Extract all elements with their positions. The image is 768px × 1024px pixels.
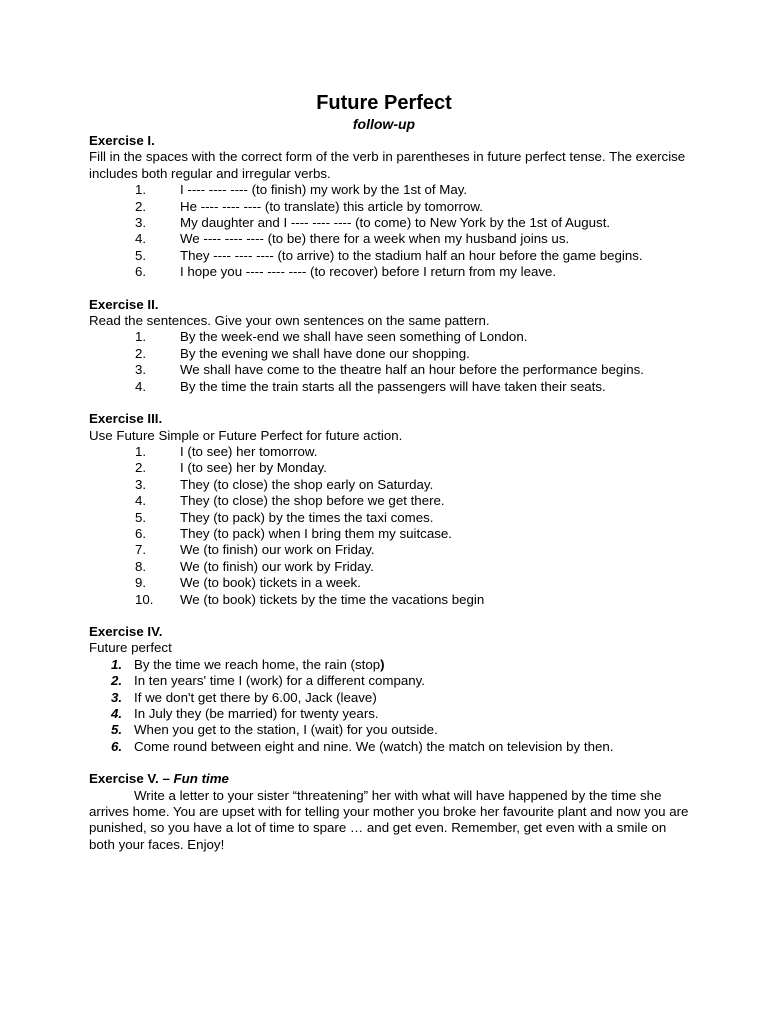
list-item: [89, 264, 689, 280]
item-number: 1.: [135, 329, 147, 345]
item-text: We shall have come to the theatre half an hour before the performance begins.: [180, 362, 644, 378]
exercise-3-instructions: Use Future Simple or Future Perfect for future action.: [89, 427, 403, 443]
list-item: [89, 722, 689, 738]
exercise-2-heading: Exercise II.: [89, 296, 159, 312]
item-text: They (to pack) when I bring them my suitcase.: [180, 525, 452, 541]
item-text: We (to finish) our work by Friday.: [180, 558, 374, 574]
item-text: They ---- ---- ---- (to arrive) to the stadium half an hour before the game begins.: [180, 247, 643, 263]
item-text: When you get to the station, I (wait) for you outside.: [134, 722, 438, 738]
item-number: 4.: [135, 378, 147, 394]
item-text-tail: ): [380, 656, 385, 672]
item-text: I hope you ---- ---- ---- (to recover) before I return from my leave.: [180, 264, 557, 280]
item-number: 1.: [135, 182, 147, 198]
item-text: He ---- ---- ---- (to translate) this article by tomorrow.: [180, 198, 483, 214]
list-item: [89, 510, 689, 526]
item-number: 5.: [135, 509, 147, 525]
list-item: [89, 231, 689, 247]
list-item: [89, 460, 689, 476]
item-number: 1.: [111, 656, 123, 672]
exercise-1: [89, 133, 689, 281]
item-text: In ten years' time I (work) for a different company.: [134, 673, 425, 689]
exercise-4-heading: Exercise IV.: [89, 623, 163, 639]
item-number: 4.: [135, 493, 147, 509]
item-number: 3.: [135, 362, 147, 378]
item-text: I (to see) her tomorrow.: [180, 443, 318, 459]
item-text: By the evening we shall have done our shopping.: [180, 345, 470, 361]
item-text: If we don't get there by 6.00, Jack (leave): [134, 689, 377, 705]
item-number: 10.: [135, 591, 154, 607]
item-text: We (to finish) our work on Friday.: [180, 542, 375, 558]
exercise-5-paragraph: Write a letter to your sister “threatening” her with what will have happened by the time she arrives home. You are upset with for telling your mother you broke her favourite plant and now you are punished, so you have a lot of time to spare … and get even. Remember, get even with a smile on both your faces. Enjoy!: [89, 787, 689, 852]
list-item: [89, 592, 689, 608]
exercise-3-list: [89, 444, 689, 608]
list-item: [89, 215, 689, 231]
exercise-3: [89, 411, 689, 608]
item-number: 2.: [111, 673, 123, 689]
exercise-3-heading: Exercise III.: [89, 411, 163, 427]
list-item: [89, 559, 689, 575]
list-item: [89, 199, 689, 215]
item-number: 2.: [135, 460, 147, 476]
exercise-5-heading-subtitle: Fun time: [173, 771, 229, 787]
item-text: I ---- ---- ---- (to finish) my work by the 1st of May.: [180, 182, 468, 198]
item-number: 2.: [135, 345, 147, 361]
item-number: 6.: [111, 738, 123, 754]
exercise-1-instructions: Fill in the spaces with the correct form of the verb in parentheses in future perfect tense. The exercise includes both regular and irregular verbs.: [89, 149, 686, 181]
item-text: In July they (be married) for twenty years.: [134, 706, 379, 721]
list-item: [89, 444, 689, 460]
list-item: [89, 690, 689, 706]
item-number: 6.: [135, 525, 147, 541]
item-text: By the time the train starts all the passengers will have taken their seats.: [180, 378, 606, 394]
list-item: [89, 706, 689, 722]
item-text: We (to book) tickets in a week.: [180, 575, 361, 591]
item-text: By the time we reach home, the rain (stop: [134, 656, 381, 672]
item-text: We ---- ---- ---- (to be) there for a week when my husband joins us.: [180, 231, 570, 247]
item-text: My daughter and I ---- ---- ---- (to come) to New York by the 1st of August.: [180, 215, 611, 231]
list-item: [89, 657, 689, 673]
exercise-4-list: [89, 657, 689, 755]
exercise-4: [89, 624, 689, 755]
item-number: 4.: [111, 706, 123, 721]
list-item: [89, 526, 689, 542]
item-text: I (to see) her by Monday.: [180, 460, 327, 476]
item-number: 9.: [135, 575, 147, 591]
item-text: They (to close) the shop before we get there.: [180, 493, 445, 509]
item-text: They (to close) the shop early on Saturday.: [180, 476, 434, 492]
list-item: [89, 346, 689, 362]
item-number: 5.: [135, 247, 147, 263]
item-number: 1.: [135, 443, 147, 459]
document-title: Future Perfect: [316, 92, 452, 114]
item-number: 8.: [135, 558, 147, 574]
document-subtitle: follow-up: [352, 116, 416, 132]
list-item: [89, 477, 689, 493]
exercise-2-instructions: Read the sentences. Give your own sentences on the same pattern.: [89, 313, 490, 329]
exercise-5-heading: [89, 771, 689, 787]
item-number: 4.: [135, 231, 147, 247]
list-item: [89, 329, 689, 345]
document-body: [89, 133, 689, 869]
exercise-1-list: [89, 182, 689, 280]
item-text: Come round between eight and nine. We (watch) the match on television by then.: [134, 738, 614, 754]
exercise-5: [89, 771, 689, 853]
exercise-2: [89, 297, 689, 395]
item-number: 5.: [111, 722, 123, 738]
exercise-1-heading: Exercise I.: [89, 133, 155, 148]
item-text: They (to pack) by the times the taxi comes.: [180, 509, 434, 525]
item-number: 3.: [135, 215, 147, 231]
item-number: 7.: [135, 542, 147, 558]
list-item: [89, 182, 689, 198]
item-number: 3.: [111, 689, 123, 705]
list-item: [89, 575, 689, 591]
item-number: 2.: [135, 198, 147, 214]
list-item: [89, 493, 689, 509]
list-item: [89, 362, 689, 378]
list-item: [89, 673, 689, 689]
exercise-4-instructions: Future perfect: [89, 640, 172, 656]
list-item: [89, 379, 689, 395]
exercise-2-list: [89, 329, 689, 395]
item-number: 3.: [135, 476, 147, 492]
item-number: 6.: [135, 264, 147, 280]
list-item: [89, 542, 689, 558]
exercise-5-heading-label: Exercise V. –: [89, 771, 174, 787]
list-item: [89, 248, 689, 264]
item-text: We (to book) tickets by the time the vacations begin: [180, 591, 485, 607]
item-text: By the week-end we shall have seen something of London.: [180, 329, 528, 345]
list-item: [89, 739, 689, 755]
